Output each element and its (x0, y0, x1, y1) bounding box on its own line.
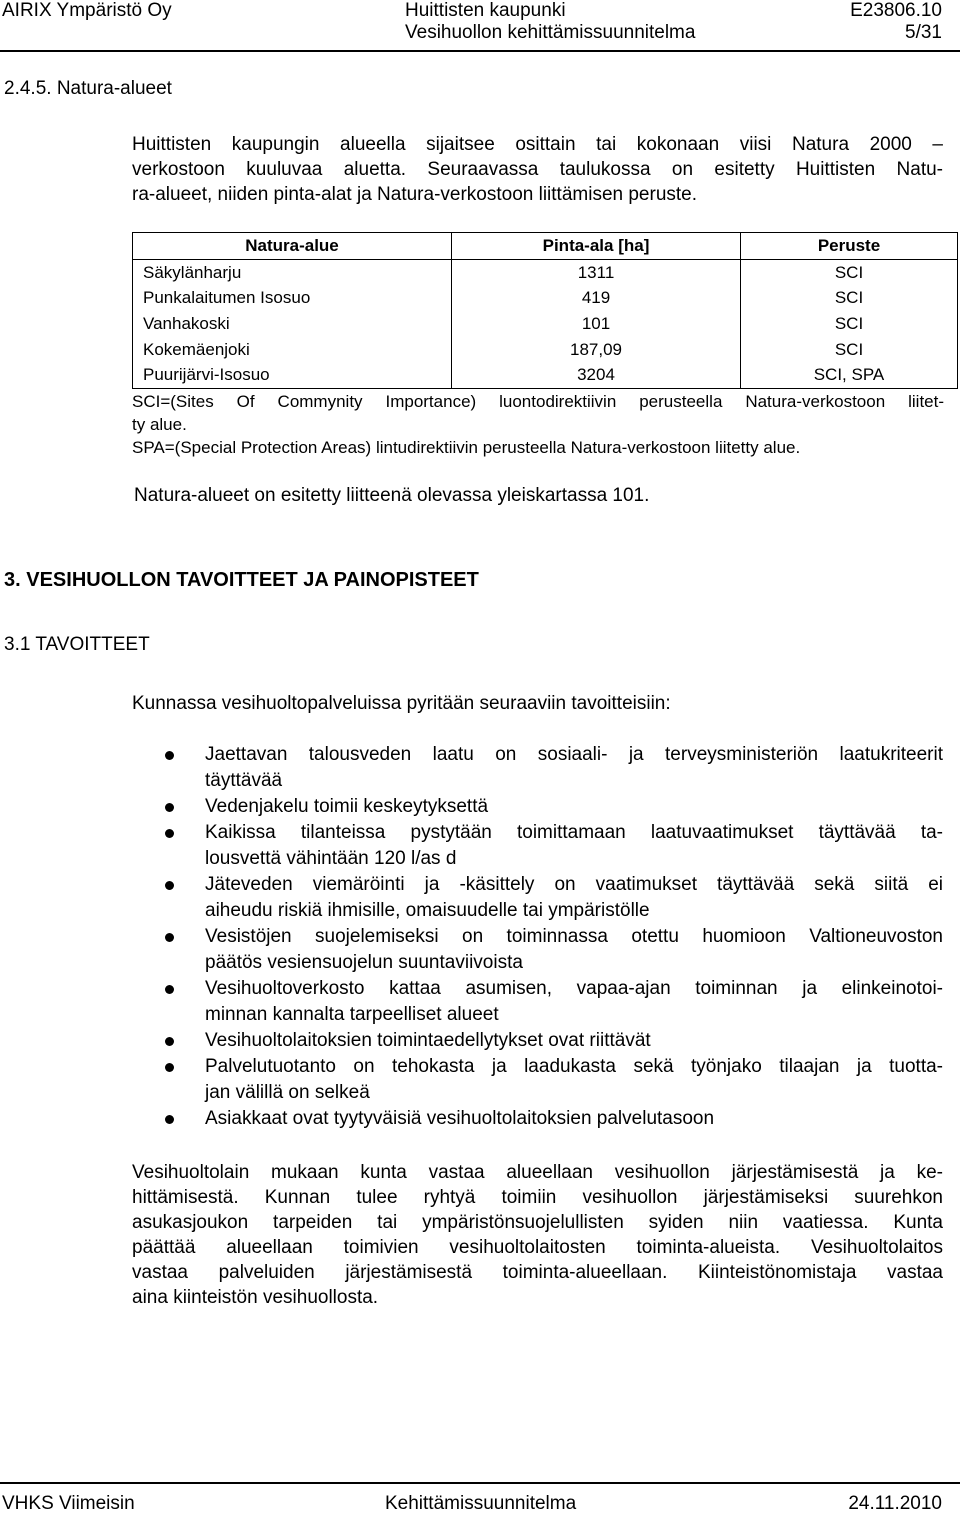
header-doc-title: Vesihuollon kehittämissuunnitelma (405, 22, 696, 43)
bullet-icon (165, 933, 174, 942)
list-item-line: Jaettavan talousveden laatu on sosiaali- ja terveysministeriön laatukriteerit (205, 744, 943, 765)
table-header-cell: Peruste (741, 233, 958, 260)
footer-rule (0, 1482, 960, 1484)
table-row (133, 336, 958, 362)
table-cell-area: Säkylänharju (133, 259, 452, 285)
bullet-icon (165, 803, 174, 812)
list-item-line: Vesihuoltoverkosto kattaa asumisen, vapaa-ajan toiminnan ja elinkeinotoi- (205, 978, 943, 999)
table-note-line: SPA=(Special Protection Areas) lintudirektiivin perusteella Natura-verkostoon liitetty alue. (132, 438, 801, 457)
table-cell-size: 187,09 (452, 336, 741, 362)
closing-line: asukasjoukon tarpeiden tai ympäristönsuojelullisten syiden niin vaatiessa. Kunta (132, 1212, 943, 1233)
map-note: Natura-alueet on esitetty liitteenä olevassa yleiskartassa 101. (134, 485, 650, 506)
footer-left: VHKS Viimeisin (2, 1493, 135, 1514)
goals-list (165, 742, 943, 1132)
header-client: Huittisten kaupunki (405, 0, 566, 21)
closing-line: vastaa palveluiden järjestämisestä toiminta-alueellaan. Kiinteistönomistaja vastaa (132, 1262, 943, 1283)
closing-line: päättää alueellaan toimivien vesihuoltolaitosten toiminta-alueista. Vesihuoltolaitos (132, 1237, 943, 1258)
chapter-heading: 3. VESIHUOLLON TAVOITTEET JA PAINOPISTEET (4, 569, 479, 591)
list-item-line: Kaikissa tilanteissa pystytään toimittamaan laatuvaatimukset täyttävää ta- (205, 822, 943, 843)
table-row (133, 259, 958, 285)
header-doc-code: E23806.10 (850, 0, 942, 21)
table-cell-basis: SCI (741, 285, 958, 311)
bullet-icon (165, 829, 174, 838)
list-item-line: Vesistöjen suojelemiseksi on toiminnassa otettu huomioon Valtioneuvoston (205, 926, 943, 947)
table-cell-area: Puurijärvi-Isosuo (133, 362, 452, 388)
list-item-line: Vedenjakelu toimii keskeytyksettä (205, 796, 489, 817)
section-heading-natura: 2.4.5. Natura-alueet (4, 78, 172, 99)
table-header-row (133, 233, 958, 260)
list-item-line: Jäteveden viemäröinti ja -käsittely on vaatimukset täyttävää sekä siitä ei (205, 874, 943, 895)
list-item (165, 1028, 943, 1054)
list-item-line: Asiakkaat ovat tyytyväisiä vesihuoltolaitoksien palvelutasoon (205, 1108, 715, 1129)
table-cell-basis: SCI, SPA (741, 362, 958, 388)
intro-line: verkostoon kuuluvaa aluetta. Seuraavassa taulukossa on esitetty Huittisten Natu- (132, 159, 943, 180)
list-item (165, 1054, 943, 1106)
table-cell-area: Vanhakoski (133, 311, 452, 337)
table-header-cell: Natura-alue (133, 233, 452, 260)
natura-areas-table (132, 232, 958, 389)
list-item (165, 924, 943, 976)
table-cell-size: 101 (452, 311, 741, 337)
closing-line: aina kiinteistön vesihuollosta. (132, 1287, 379, 1308)
bullet-icon (165, 751, 174, 760)
bullet-icon (165, 1037, 174, 1046)
list-item (165, 1106, 943, 1132)
table-notes (132, 390, 944, 459)
table-row (133, 311, 958, 337)
list-item-line: minnan kannalta tarpeelliset alueet (205, 1004, 499, 1025)
goals-lead: Kunnassa vesihuoltopalveluissa pyritään seuraaviin tavoitteisiin: (132, 693, 671, 714)
table-cell-basis: SCI (741, 259, 958, 285)
footer-date: 24.11.2010 (848, 1493, 942, 1514)
bullet-icon (165, 1115, 174, 1124)
closing-line: Vesihuoltolain mukaan kunta vastaa alueellaan vesihuollon järjestämisestä ja ke- (132, 1162, 943, 1183)
table-note-line: SCI=(Sites Of Commynity Importance) luontodirektiivin perusteella Natura-verkostoon liitet- (132, 392, 944, 411)
footer-center: Kehittämissuunnitelma (385, 1493, 577, 1514)
table-row (133, 362, 958, 388)
closing-paragraph (132, 1160, 943, 1310)
table-cell-size: 1311 (452, 259, 741, 285)
header-page-number: 5/31 (905, 22, 942, 43)
closing-line: hittämisestä. Kunnan tulee ryhtyä toimiin vesihuollon järjestämiseksi suurehkon (132, 1187, 943, 1208)
bullet-icon (165, 985, 174, 994)
list-item (165, 872, 943, 924)
list-item (165, 820, 943, 872)
natura-intro-paragraph (132, 132, 943, 207)
header-rule (0, 50, 960, 52)
table-row (133, 285, 958, 311)
list-item-line: Vesihuoltolaitoksien toimintaedellytykset ovat riittävät (205, 1030, 651, 1051)
list-item (165, 976, 943, 1028)
table-cell-area: Punkalaitumen Isosuo (133, 285, 452, 311)
list-item-line: aiheudu riskiä ihmisille, omaisuudelle tai ympäristölle (205, 900, 650, 921)
intro-line: ra-alueet, niiden pinta-alat ja Natura-verkostoon liittämisen peruste. (132, 184, 698, 205)
list-item-line: Palvelutuotanto on tehokasta ja laadukasta sekä työnjako tilaajan ja tuotta- (205, 1056, 943, 1077)
list-item-line: lousvettä vähintään 120 l/as d (205, 848, 457, 869)
header-company: AIRIX Ympäristö Oy (2, 0, 172, 21)
list-item-line: päätös vesiensuojelun suuntaviivoista (205, 952, 523, 973)
table-note-line: ty alue. (132, 415, 187, 434)
table-cell-basis: SCI (741, 336, 958, 362)
intro-line: Huittisten kaupungin alueella sijaitsee osittain tai kokonaan viisi Natura 2000 – (132, 134, 943, 155)
table-cell-size: 3204 (452, 362, 741, 388)
bullet-icon (165, 881, 174, 890)
table-cell-basis: SCI (741, 311, 958, 337)
list-item-line: jan välillä on selkeä (205, 1082, 370, 1103)
table-cell-area: Kokemäenjoki (133, 336, 452, 362)
subsection-heading: 3.1 TAVOITTEET (4, 634, 150, 655)
table-cell-size: 419 (452, 285, 741, 311)
list-item-line: täyttävää (205, 770, 283, 791)
list-item (165, 742, 943, 794)
list-item (165, 794, 943, 820)
bullet-icon (165, 1063, 174, 1072)
table-header-cell: Pinta-ala [ha] (452, 233, 741, 260)
